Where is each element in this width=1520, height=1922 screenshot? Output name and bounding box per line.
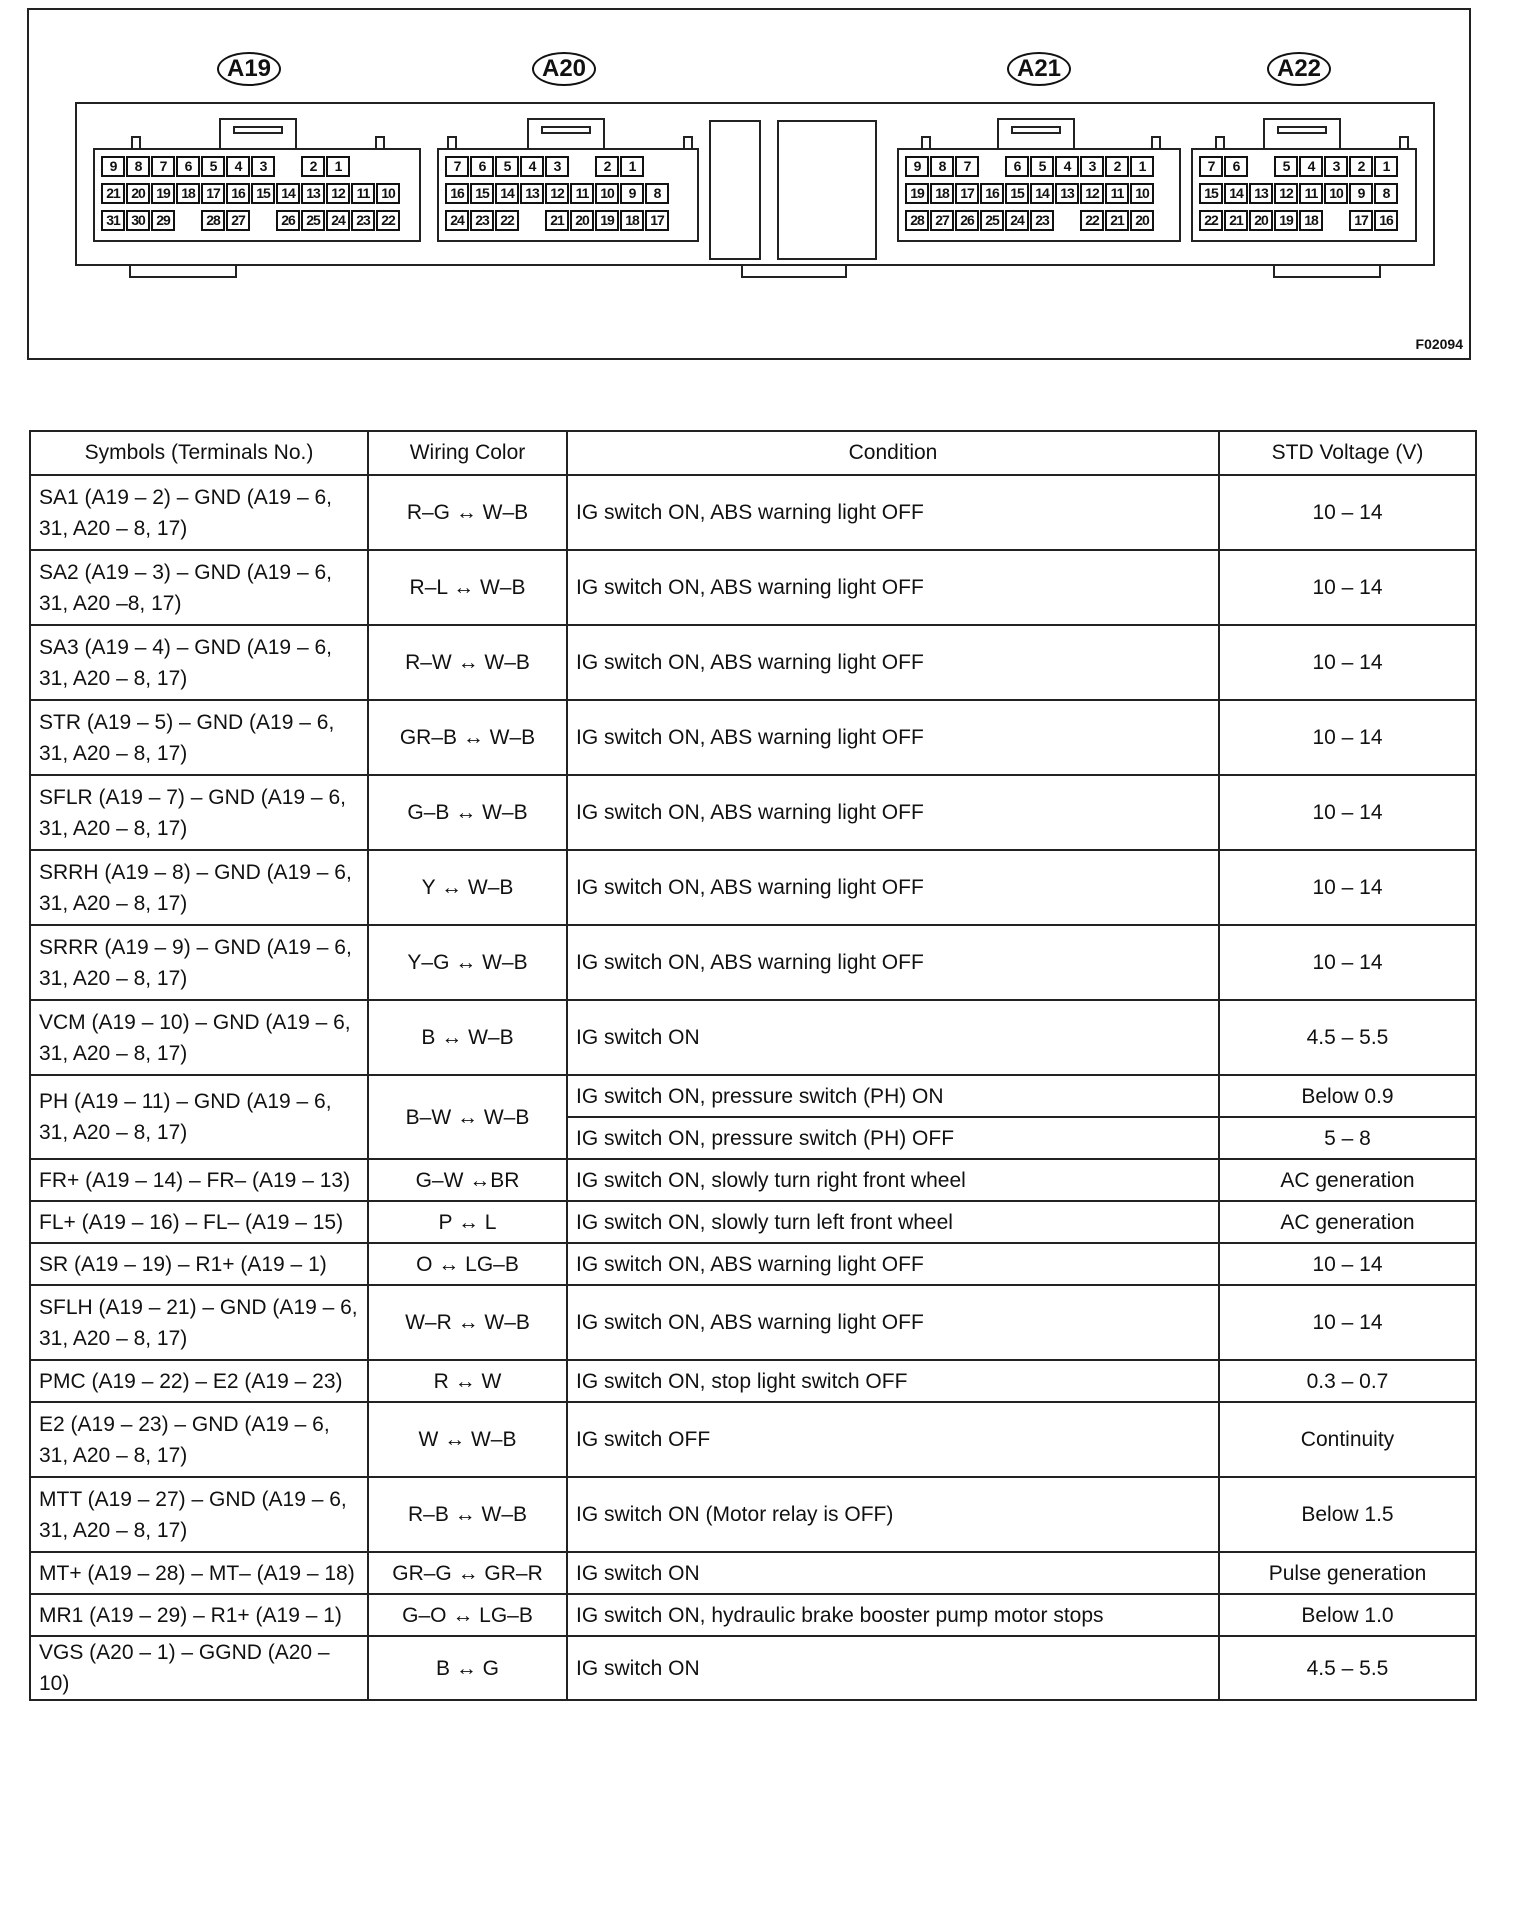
cell-wiring-color: G–W ↔BR (368, 1159, 567, 1201)
terminal-pin: 16 (1374, 210, 1398, 231)
header-symbols: Symbols (Terminals No.) (30, 431, 368, 475)
terminal-pin: 1 (1130, 156, 1154, 177)
terminal-pin: 1 (1374, 156, 1398, 177)
cell-std-voltage: 10 – 14 (1219, 550, 1476, 625)
terminal-pin: 4 (520, 156, 544, 177)
terminal-pin: 12 (1080, 183, 1104, 204)
cell-wiring-color: R–W ↔ W–B (368, 625, 567, 700)
terminal-pin: 15 (1199, 183, 1223, 204)
connector-a21 (897, 148, 1181, 242)
cell-condition: IG switch ON, ABS warning light OFF (567, 925, 1219, 1000)
terminal-pin: 9 (1349, 183, 1373, 204)
terminal-pin: 5 (495, 156, 519, 177)
table-row (30, 1000, 1476, 1075)
cell-std-voltage: Pulse generation (1219, 1552, 1476, 1594)
terminal-pin: 13 (1249, 183, 1273, 204)
terminal-pin: 10 (1324, 183, 1348, 204)
terminal-pin: 18 (930, 183, 954, 204)
cell-condition: IG switch ON, ABS warning light OFF (567, 625, 1219, 700)
cell-wiring-color: G–B ↔ W–B (368, 775, 567, 850)
terminal-pin: 24 (1005, 210, 1029, 231)
cell-symbol: FL+ (A19 – 16) – FL– (A19 – 15) (30, 1201, 368, 1243)
figure-code: F02094 (1415, 336, 1463, 352)
terminal-pin: 6 (176, 156, 200, 177)
pin-gap (1055, 210, 1079, 231)
cell-condition: IG switch ON, ABS warning light OFF (567, 1285, 1219, 1360)
terminal-pin: 15 (470, 183, 494, 204)
terminal-pin: 7 (1199, 156, 1223, 177)
cell-condition: IG switch ON, pressure switch (PH) OFF (567, 1117, 1219, 1159)
connector-latch (527, 118, 605, 152)
cell-symbol: FR+ (A19 – 14) – FR– (A19 – 13) (30, 1159, 368, 1201)
terminal-pin: 28 (201, 210, 225, 231)
cell-symbol: SA3 (A19 – 4) – GND (A19 – 6, 31, A20 – 8, 17) (30, 625, 368, 700)
pin-row (101, 210, 401, 231)
table-row (30, 1594, 1476, 1636)
cell-wiring-color: Y ↔ W–B (368, 850, 567, 925)
terminal-pin: 22 (1080, 210, 1104, 231)
pin-gap (570, 156, 594, 177)
terminal-pin: 16 (226, 183, 250, 204)
terminal-pin: 8 (930, 156, 954, 177)
terminal-pin: 31 (101, 210, 125, 231)
terminal-pin: 29 (151, 210, 175, 231)
terminal-pin: 9 (905, 156, 929, 177)
cell-symbol: SRRH (A19 – 8) – GND (A19 – 6, 31, A20 – 8, 17) (30, 850, 368, 925)
terminal-pin: 1 (326, 156, 350, 177)
terminal-pin: 22 (1199, 210, 1223, 231)
cell-std-voltage: Below 1.0 (1219, 1594, 1476, 1636)
terminal-pin: 25 (301, 210, 325, 231)
table-row (30, 925, 1476, 1000)
terminal-pin: 14 (1224, 183, 1248, 204)
connector-latch (1263, 118, 1341, 152)
terminal-pin: 20 (1130, 210, 1154, 231)
terminal-pin: 3 (1324, 156, 1348, 177)
pin-gap (980, 156, 1004, 177)
connector-latch (219, 118, 297, 152)
cell-condition: IG switch ON, ABS warning light OFF (567, 850, 1219, 925)
terminal-pin: 13 (301, 183, 325, 204)
terminal-pin: 9 (620, 183, 644, 204)
terminal-pin: 8 (126, 156, 150, 177)
terminal-pin: 21 (101, 183, 125, 204)
terminal-pin: 14 (495, 183, 519, 204)
terminal-pin: 24 (326, 210, 350, 231)
terminal-pin: 7 (151, 156, 175, 177)
terminal-pin: 27 (930, 210, 954, 231)
pin-grid-a21 (899, 150, 1179, 240)
cell-std-voltage: 10 – 14 (1219, 925, 1476, 1000)
terminal-pin: 30 (126, 210, 150, 231)
terminal-pin: 20 (570, 210, 594, 231)
cell-symbol: STR (A19 – 5) – GND (A19 – 6, 31, A20 – 8, 17) (30, 700, 368, 775)
terminal-pin: 7 (445, 156, 469, 177)
terminal-pin: 6 (470, 156, 494, 177)
cell-symbol: PH (A19 – 11) – GND (A19 – 6, 31, A20 – 8, 17) (30, 1075, 368, 1159)
cell-std-voltage: 10 – 14 (1219, 850, 1476, 925)
cell-wiring-color: R ↔ W (368, 1360, 567, 1402)
pin-gap (276, 156, 300, 177)
terminal-pin: 21 (1105, 210, 1129, 231)
terminal-pin: 18 (176, 183, 200, 204)
cell-wiring-color: B–W ↔ W–B (368, 1075, 567, 1159)
terminal-pin: 8 (1374, 183, 1398, 204)
cell-condition: IG switch ON, stop light switch OFF (567, 1360, 1219, 1402)
terminal-pin: 13 (1055, 183, 1079, 204)
pin-row (1199, 156, 1399, 177)
pin-row (905, 156, 1155, 177)
terminal-pin: 22 (495, 210, 519, 231)
pin-row (1199, 210, 1399, 231)
cell-condition: IG switch ON (Motor relay is OFF) (567, 1477, 1219, 1552)
connector-label-a20: A20 (532, 52, 596, 86)
terminal-pin: 16 (445, 183, 469, 204)
cell-condition: IG switch ON, ABS warning light OFF (567, 475, 1219, 550)
cell-std-voltage: Continuity (1219, 1402, 1476, 1477)
pin-grid-a20 (439, 150, 697, 240)
cell-std-voltage: 10 – 14 (1219, 1243, 1476, 1285)
terminal-pin: 11 (570, 183, 594, 204)
terminal-pin: 14 (1030, 183, 1054, 204)
terminal-pin: 3 (1080, 156, 1104, 177)
terminal-pin: 3 (251, 156, 275, 177)
cell-std-voltage: 5 – 8 (1219, 1117, 1476, 1159)
cell-condition: IG switch OFF (567, 1402, 1219, 1477)
cell-condition: IG switch ON, hydraulic brake booster pump motor stops (567, 1594, 1219, 1636)
pin-row (445, 210, 670, 231)
terminal-pin: 9 (101, 156, 125, 177)
terminal-pin: 15 (251, 183, 275, 204)
pin-grid-a19 (95, 150, 419, 240)
terminal-pin: 26 (276, 210, 300, 231)
terminal-pin: 19 (151, 183, 175, 204)
terminal-pin: 16 (980, 183, 1004, 204)
blank-section (709, 120, 761, 260)
cell-symbol: PMC (A19 – 22) – E2 (A19 – 23) (30, 1360, 368, 1402)
terminal-pin: 21 (1224, 210, 1248, 231)
terminal-pin: 28 (905, 210, 929, 231)
cell-std-voltage: 4.5 – 5.5 (1219, 1636, 1476, 1700)
cell-symbol: SR (A19 – 19) – R1+ (A19 – 1) (30, 1243, 368, 1285)
cell-condition: IG switch ON, ABS warning light OFF (567, 1243, 1219, 1285)
cell-condition: IG switch ON (567, 1552, 1219, 1594)
pin-gap (176, 210, 200, 231)
pin-gap (1324, 210, 1348, 231)
table-row (30, 700, 1476, 775)
pin-row (101, 156, 351, 177)
cell-std-voltage: AC generation (1219, 1159, 1476, 1201)
pin-row (905, 183, 1155, 204)
cell-condition: IG switch ON, ABS warning light OFF (567, 700, 1219, 775)
terminal-pin: 23 (351, 210, 375, 231)
table-row (30, 475, 1476, 550)
terminal-pin: 2 (301, 156, 325, 177)
cell-symbol: SRRR (A19 – 9) – GND (A19 – 6, 31, A20 – 8, 17) (30, 925, 368, 1000)
terminal-pin: 17 (955, 183, 979, 204)
table-row (30, 550, 1476, 625)
housing-foot (129, 266, 237, 278)
terminal-pin: 4 (226, 156, 250, 177)
terminal-pin: 6 (1005, 156, 1029, 177)
terminal-pin: 19 (1274, 210, 1298, 231)
cell-condition: IG switch ON, ABS warning light OFF (567, 775, 1219, 850)
pin-row (905, 210, 1155, 231)
terminal-pin: 1 (620, 156, 644, 177)
table-row (30, 1477, 1476, 1552)
terminal-voltage-table (29, 430, 1477, 1701)
cell-wiring-color: GR–G ↔ GR–R (368, 1552, 567, 1594)
cell-std-voltage: Below 1.5 (1219, 1477, 1476, 1552)
connector-label-a19: A19 (217, 52, 281, 86)
terminal-pin: 27 (226, 210, 250, 231)
pin-row (1199, 183, 1399, 204)
table-row (30, 1075, 1476, 1117)
terminal-pin: 12 (545, 183, 569, 204)
cell-wiring-color: R–G ↔ W–B (368, 475, 567, 550)
terminal-pin: 14 (276, 183, 300, 204)
terminal-pin: 26 (955, 210, 979, 231)
terminal-pin: 17 (1349, 210, 1373, 231)
cell-symbol: VCM (A19 – 10) – GND (A19 – 6, 31, A20 – 8, 17) (30, 1000, 368, 1075)
housing-foot (1273, 266, 1381, 278)
cell-wiring-color: W–R ↔ W–B (368, 1285, 567, 1360)
connector-label-a21: A21 (1007, 52, 1071, 86)
connector-label-a22: A22 (1267, 52, 1331, 86)
connector-a20 (437, 148, 699, 242)
terminal-pin: 22 (376, 210, 400, 231)
terminal-pin: 3 (545, 156, 569, 177)
cell-wiring-color: GR–B ↔ W–B (368, 700, 567, 775)
table-row (30, 625, 1476, 700)
terminal-pin: 24 (445, 210, 469, 231)
cell-wiring-color: B ↔ W–B (368, 1000, 567, 1075)
terminal-pin: 19 (905, 183, 929, 204)
table-row (30, 1201, 1476, 1243)
cell-symbol: SA2 (A19 – 3) – GND (A19 – 6, 31, A20 –8, 17) (30, 550, 368, 625)
terminal-pin: 10 (595, 183, 619, 204)
table-row (30, 850, 1476, 925)
cell-std-voltage: 10 – 14 (1219, 1285, 1476, 1360)
terminal-pin: 11 (351, 183, 375, 204)
cell-std-voltage: 10 – 14 (1219, 625, 1476, 700)
cell-std-voltage: 10 – 14 (1219, 775, 1476, 850)
terminal-pin: 25 (980, 210, 1004, 231)
header-std-voltage: STD Voltage (V) (1219, 431, 1476, 475)
cell-std-voltage: 10 – 14 (1219, 700, 1476, 775)
terminal-pin: 17 (645, 210, 669, 231)
cell-condition: IG switch ON, pressure switch (PH) ON (567, 1075, 1219, 1117)
cell-symbol: MR1 (A19 – 29) – R1+ (A19 – 1) (30, 1594, 368, 1636)
terminal-pin: 2 (1105, 156, 1129, 177)
terminal-pin: 23 (470, 210, 494, 231)
cell-condition: IG switch ON, slowly turn right front wheel (567, 1159, 1219, 1201)
cell-symbol: SFLH (A19 – 21) – GND (A19 – 6, 31, A20 – 8, 17) (30, 1285, 368, 1360)
terminal-pin: 4 (1055, 156, 1079, 177)
cell-std-voltage: AC generation (1219, 1201, 1476, 1243)
cell-symbol: VGS (A20 – 1) – GGND (A20 – 10) (30, 1636, 368, 1700)
terminal-pin: 10 (376, 183, 400, 204)
cell-symbol: MT+ (A19 – 28) – MT– (A19 – 18) (30, 1552, 368, 1594)
cell-std-voltage: 0.3 – 0.7 (1219, 1360, 1476, 1402)
connector-diagram (27, 8, 1471, 360)
table-row (30, 1552, 1476, 1594)
terminal-pin: 15 (1005, 183, 1029, 204)
terminal-pin: 4 (1299, 156, 1323, 177)
terminal-pin: 10 (1130, 183, 1154, 204)
table-row (30, 1159, 1476, 1201)
cell-std-voltage: Below 0.9 (1219, 1075, 1476, 1117)
pin-gap (520, 210, 544, 231)
cell-symbol: SA1 (A19 – 2) – GND (A19 – 6, 31, A20 – 8, 17) (30, 475, 368, 550)
cell-condition: IG switch ON, ABS warning light OFF (567, 550, 1219, 625)
cell-symbol: MTT (A19 – 27) – GND (A19 – 6, 31, A20 – 8, 17) (30, 1477, 368, 1552)
terminal-pin: 2 (595, 156, 619, 177)
pin-gap (251, 210, 275, 231)
terminal-pin: 20 (1249, 210, 1273, 231)
connector-a22 (1191, 148, 1417, 242)
terminal-pin: 20 (126, 183, 150, 204)
terminal-pin: 6 (1224, 156, 1248, 177)
pin-row (445, 183, 670, 204)
cell-wiring-color: O ↔ LG–B (368, 1243, 567, 1285)
terminal-pin: 8 (645, 183, 669, 204)
blank-section (777, 120, 877, 260)
cell-std-voltage: 4.5 – 5.5 (1219, 1000, 1476, 1075)
cell-condition: IG switch ON (567, 1000, 1219, 1075)
table-row (30, 1402, 1476, 1477)
cell-condition: IG switch ON, slowly turn left front wheel (567, 1201, 1219, 1243)
cell-wiring-color: Y–G ↔ W–B (368, 925, 567, 1000)
cell-wiring-color: R–B ↔ W–B (368, 1477, 567, 1552)
table-row (30, 775, 1476, 850)
table-row (30, 1360, 1476, 1402)
terminal-pin: 5 (1030, 156, 1054, 177)
table-row (30, 1243, 1476, 1285)
table-header-row (30, 431, 1476, 475)
table-body (30, 475, 1476, 1700)
connector-a19 (93, 148, 421, 242)
cell-wiring-color: G–O ↔ LG–B (368, 1594, 567, 1636)
cell-wiring-color: B ↔ G (368, 1636, 567, 1700)
cell-symbol: SFLR (A19 – 7) – GND (A19 – 6, 31, A20 – 8, 17) (30, 775, 368, 850)
header-wiring-color: Wiring Color (368, 431, 567, 475)
terminal-pin: 23 (1030, 210, 1054, 231)
terminal-pin: 21 (545, 210, 569, 231)
cell-wiring-color: P ↔ L (368, 1201, 567, 1243)
pin-row (445, 156, 645, 177)
cell-std-voltage: 10 – 14 (1219, 475, 1476, 550)
terminal-pin: 7 (955, 156, 979, 177)
cell-wiring-color: W ↔ W–B (368, 1402, 567, 1477)
header-condition: Condition (567, 431, 1219, 475)
terminal-pin: 17 (201, 183, 225, 204)
housing-foot (741, 266, 847, 278)
connector-latch (997, 118, 1075, 152)
cell-wiring-color: R–L ↔ W–B (368, 550, 567, 625)
table-row (30, 1636, 1476, 1700)
terminal-pin: 12 (1274, 183, 1298, 204)
terminal-pin: 5 (201, 156, 225, 177)
terminal-pin: 5 (1274, 156, 1298, 177)
pin-row (101, 183, 401, 204)
terminal-pin: 12 (326, 183, 350, 204)
terminal-pin: 18 (620, 210, 644, 231)
terminal-pin: 19 (595, 210, 619, 231)
table-row (30, 1285, 1476, 1360)
terminal-pin: 11 (1299, 183, 1323, 204)
terminal-pin: 11 (1105, 183, 1129, 204)
terminal-pin: 2 (1349, 156, 1373, 177)
pin-grid-a22 (1193, 150, 1415, 240)
cell-symbol: E2 (A19 – 23) – GND (A19 – 6, 31, A20 – 8, 17) (30, 1402, 368, 1477)
terminal-pin: 18 (1299, 210, 1323, 231)
pin-gap (1249, 156, 1273, 177)
cell-condition: IG switch ON (567, 1636, 1219, 1700)
terminal-pin: 13 (520, 183, 544, 204)
